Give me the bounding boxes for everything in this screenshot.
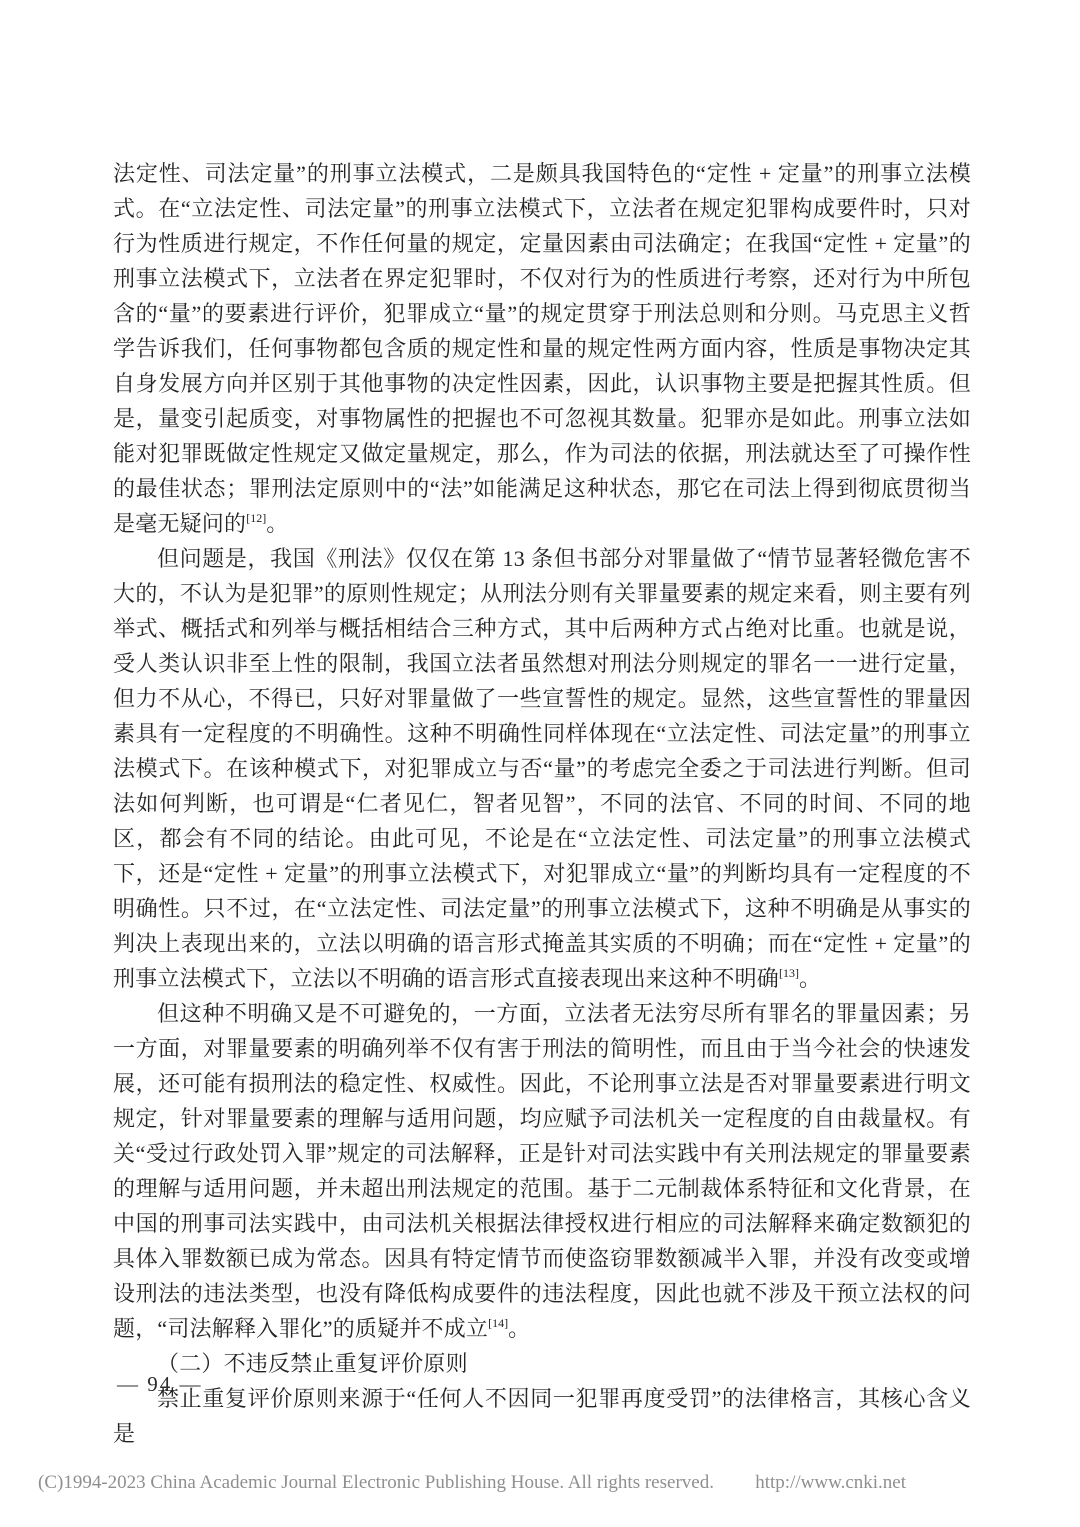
paragraph-2-text: 但问题是，我国《刑法》仅仅在第 13 条但书部分对罪量做了“情节显著轻微危害不大的，不认为是犯罪”的原则性规定；从刑法分则有关罪量要素的规定来看，则主要有列举式、概括式和列举与概括相结合三种方式，其中后两种方式占绝对比重。也就是说，受人类认识非至上性的限制，我国立法者虽然想对刑法分则规定的罪名一一进行定量，但力不从心，不得已，只好对罪量做了一些宣誓性的规定。显然，这些宣誓性的罪量因素具有一定程度的不明确性。这种不明确性同样体现在“立法定性、司法定量”的刑事立法模式下。在该种模式下，对犯罪成立与否“量”的考虑完全委之于司法进行判断。但司法如何判断，也可谓是“仁者见仁，智者见智”，不同的法官、不同的时间、不同的地区，都会有不同的结论。由此可见，不论是在“立法定性、司法定量”的刑事立法模式下，还是“定性 + 定量”的刑事立法模式下，对犯罪成立“量”的判断均具有一定程度的不明确性。只不过，在“立法定性、司法定量”的刑事立法模式下，这种不明确是从事实的判决上表现出来的，立法以明确的语言形式掩盖其实质的不明确；而在“定性 + 定量”的刑事立法模式下，立法以不明确的语言形式直接表现出来这种不明确 [113, 546, 971, 991]
footer [38, 1472, 906, 1494]
section-heading: （二）不违反禁止重复评价原则 [157, 1351, 468, 1376]
paragraph-continuation [113, 156, 971, 541]
paragraph-1-period: 。 [266, 511, 289, 536]
page-number: — 94 — [117, 1372, 203, 1396]
paragraph-2-period: 。 [799, 966, 822, 991]
footer-copyright: (C)1994-2023 China Academic Journal Electronic Publishing House. All rights reserved. [38, 1472, 714, 1493]
paragraph-3-text: 但这种不明确又是不可避免的，一方面，立法者无法穷尽所有罪名的罪量因素；另一方面，对罪量要素的明确列举不仅有害于刑法的简明性，而且由于当今社会的快速发展，还可能有损刑法的稳定性、权威性。因此，不论刑事立法是否对罪量要素进行明文规定，针对罪量要素的理解与适用问题，均应赋予司法机关一定程度的自由裁量权。有关“受过行政处罚入罪”规定的司法解释，正是针对司法实践中有关刑法规定的罪量要素的理解与适用问题，并未超出刑法规定的范围。基于二元制裁体系特征和文化背景，在中国的刑事司法实践中，由司法机关根据法律授权进行相应的司法解释来确定数额犯的具体入罪数额已成为常态。因具有特定情节而使盗窃罪数额减半入罪，并没有改变或增设刑法的违法类型，也没有降低构成要件的违法程度，因此也就不涉及干预立法权的问题，“司法解释入罪化”的质疑并不成立 [113, 1001, 971, 1341]
paragraph-4: 禁止重复评价原则来源于“任何人不因同一犯罪再度受罚”的法律格言，其核心含义是 [113, 1386, 971, 1446]
article-body [113, 156, 971, 1451]
footnote-ref-13: [13] [779, 965, 800, 980]
paragraph-1-text: 法定性、司法定量”的刑事立法模式，二是颇具我国特色的“定性 + 定量”的刑事立法模式。在“立法定性、司法定量”的刑事立法模式下，立法者在规定犯罪构成要件时，只对行为性质进行规定，不作任何量的规定，定量因素由司法确定；在我国“定性 + 定量”的刑事立法模式下，立法者在界定犯罪时，不仅对行为的性质进行考察，还对行为中所包含的“量”的要素进行评价，犯罪成立“量”的规定贯穿于刑法总则和分则。马克思主义哲学告诉我们，任何事物都包含质的规定性和量的规定性两方面内容，性质是事物决定其自身发展方向并区别于其他事物的决定性因素，因此，认识事物主要是把握其性质。但是，量变引起质变，对事物属性的把握也不可忽视其数量。犯罪亦是如此。刑事立法如能对犯罪既做定性规定又做定量规定，那么，作为司法的依据，刑法就达至了可操作性的最佳状态；罪刑法定原则中的“法”如能满足这种状态，那它在司法上得到彻底贯彻当是毫无疑问的 [113, 161, 971, 536]
paragraph-2 [113, 541, 971, 996]
paragraph-3-period: 。 [508, 1316, 531, 1341]
footnote-ref-12: [12] [246, 510, 267, 525]
paragraph-3 [113, 996, 971, 1346]
footnote-ref-14: [14] [488, 1315, 509, 1330]
footer-url: http://www.cnki.net [755, 1472, 906, 1493]
